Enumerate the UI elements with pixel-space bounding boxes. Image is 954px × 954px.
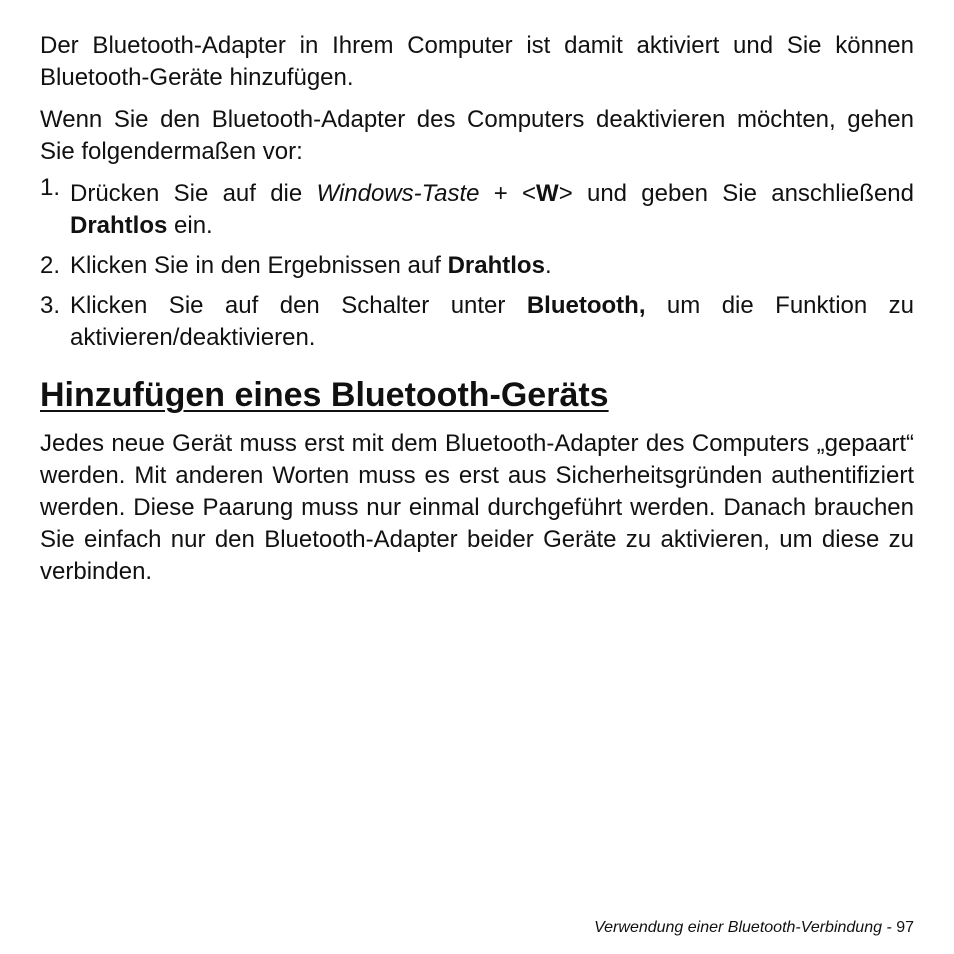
deactivate-paragraph: Wenn Sie den Bluetooth-Adapter des Computers deaktivieren möchten, gehen Sie folgendermaßen vor: [40, 106, 914, 165]
section-body-paragraph: Jedes neue Gerät muss erst mit dem Bluetooth-Adapter des Computers „gepaart“ werden. Mit anderen Worten muss es erst aus Sicherheitsgründen authentifiziert werden. Diese Paarung muss nur einmal durchgeführt werden. Danach brauchen Sie einfach nur den Bluetooth-Adapter beider Geräte zu aktivieren, um diese zu verbinden. [40, 430, 914, 585]
steps-list [40, 174, 915, 354]
intro-paragraph: Der Bluetooth-Adapter in Ihrem Computer ist damit aktiviert und Sie können Bluetooth-Geräte hinzufügen. [40, 32, 914, 91]
step-1-drahtlos: Drahtlos [70, 212, 168, 239]
step-1-w-key: W [536, 180, 559, 207]
step-1-text-c: > und geben Sie anschließend [558, 180, 914, 207]
footer-page-number: 97 [896, 919, 914, 936]
step-number-3: 3. [40, 292, 61, 319]
step-3-text-a: Klicken Sie auf den Schalter unter [70, 292, 527, 319]
step-item-3 [40, 290, 914, 354]
step-1-text-d: ein. [167, 212, 213, 239]
footer-chapter-title: Verwendung einer Bluetooth-Verbindung - [594, 919, 897, 936]
step-1-text-b: + < [479, 180, 537, 207]
step-1-windows-key: Windows-Taste [316, 180, 480, 207]
step-3-bluetooth: Bluetooth, [526, 292, 646, 319]
step-item-2 [40, 250, 914, 282]
section-heading: Hinzufügen eines Bluetooth-Geräts [40, 376, 609, 414]
step-1-text-a: Drücken Sie auf die [70, 180, 317, 207]
step-3-text-b: um die Funktion zu aktivieren/deaktivieren. [70, 292, 915, 351]
step-2-text-a: Klicken Sie in den Ergebnissen auf [70, 252, 448, 279]
page-footer [594, 918, 914, 938]
document-page [40, 30, 914, 598]
step-item-1 [40, 174, 914, 242]
step-number-1: 1. [40, 174, 61, 201]
step-2-drahtlos: Drahtlos [447, 252, 545, 279]
step-2-text-b: . [544, 252, 552, 279]
step-number-2: 2. [40, 252, 61, 279]
